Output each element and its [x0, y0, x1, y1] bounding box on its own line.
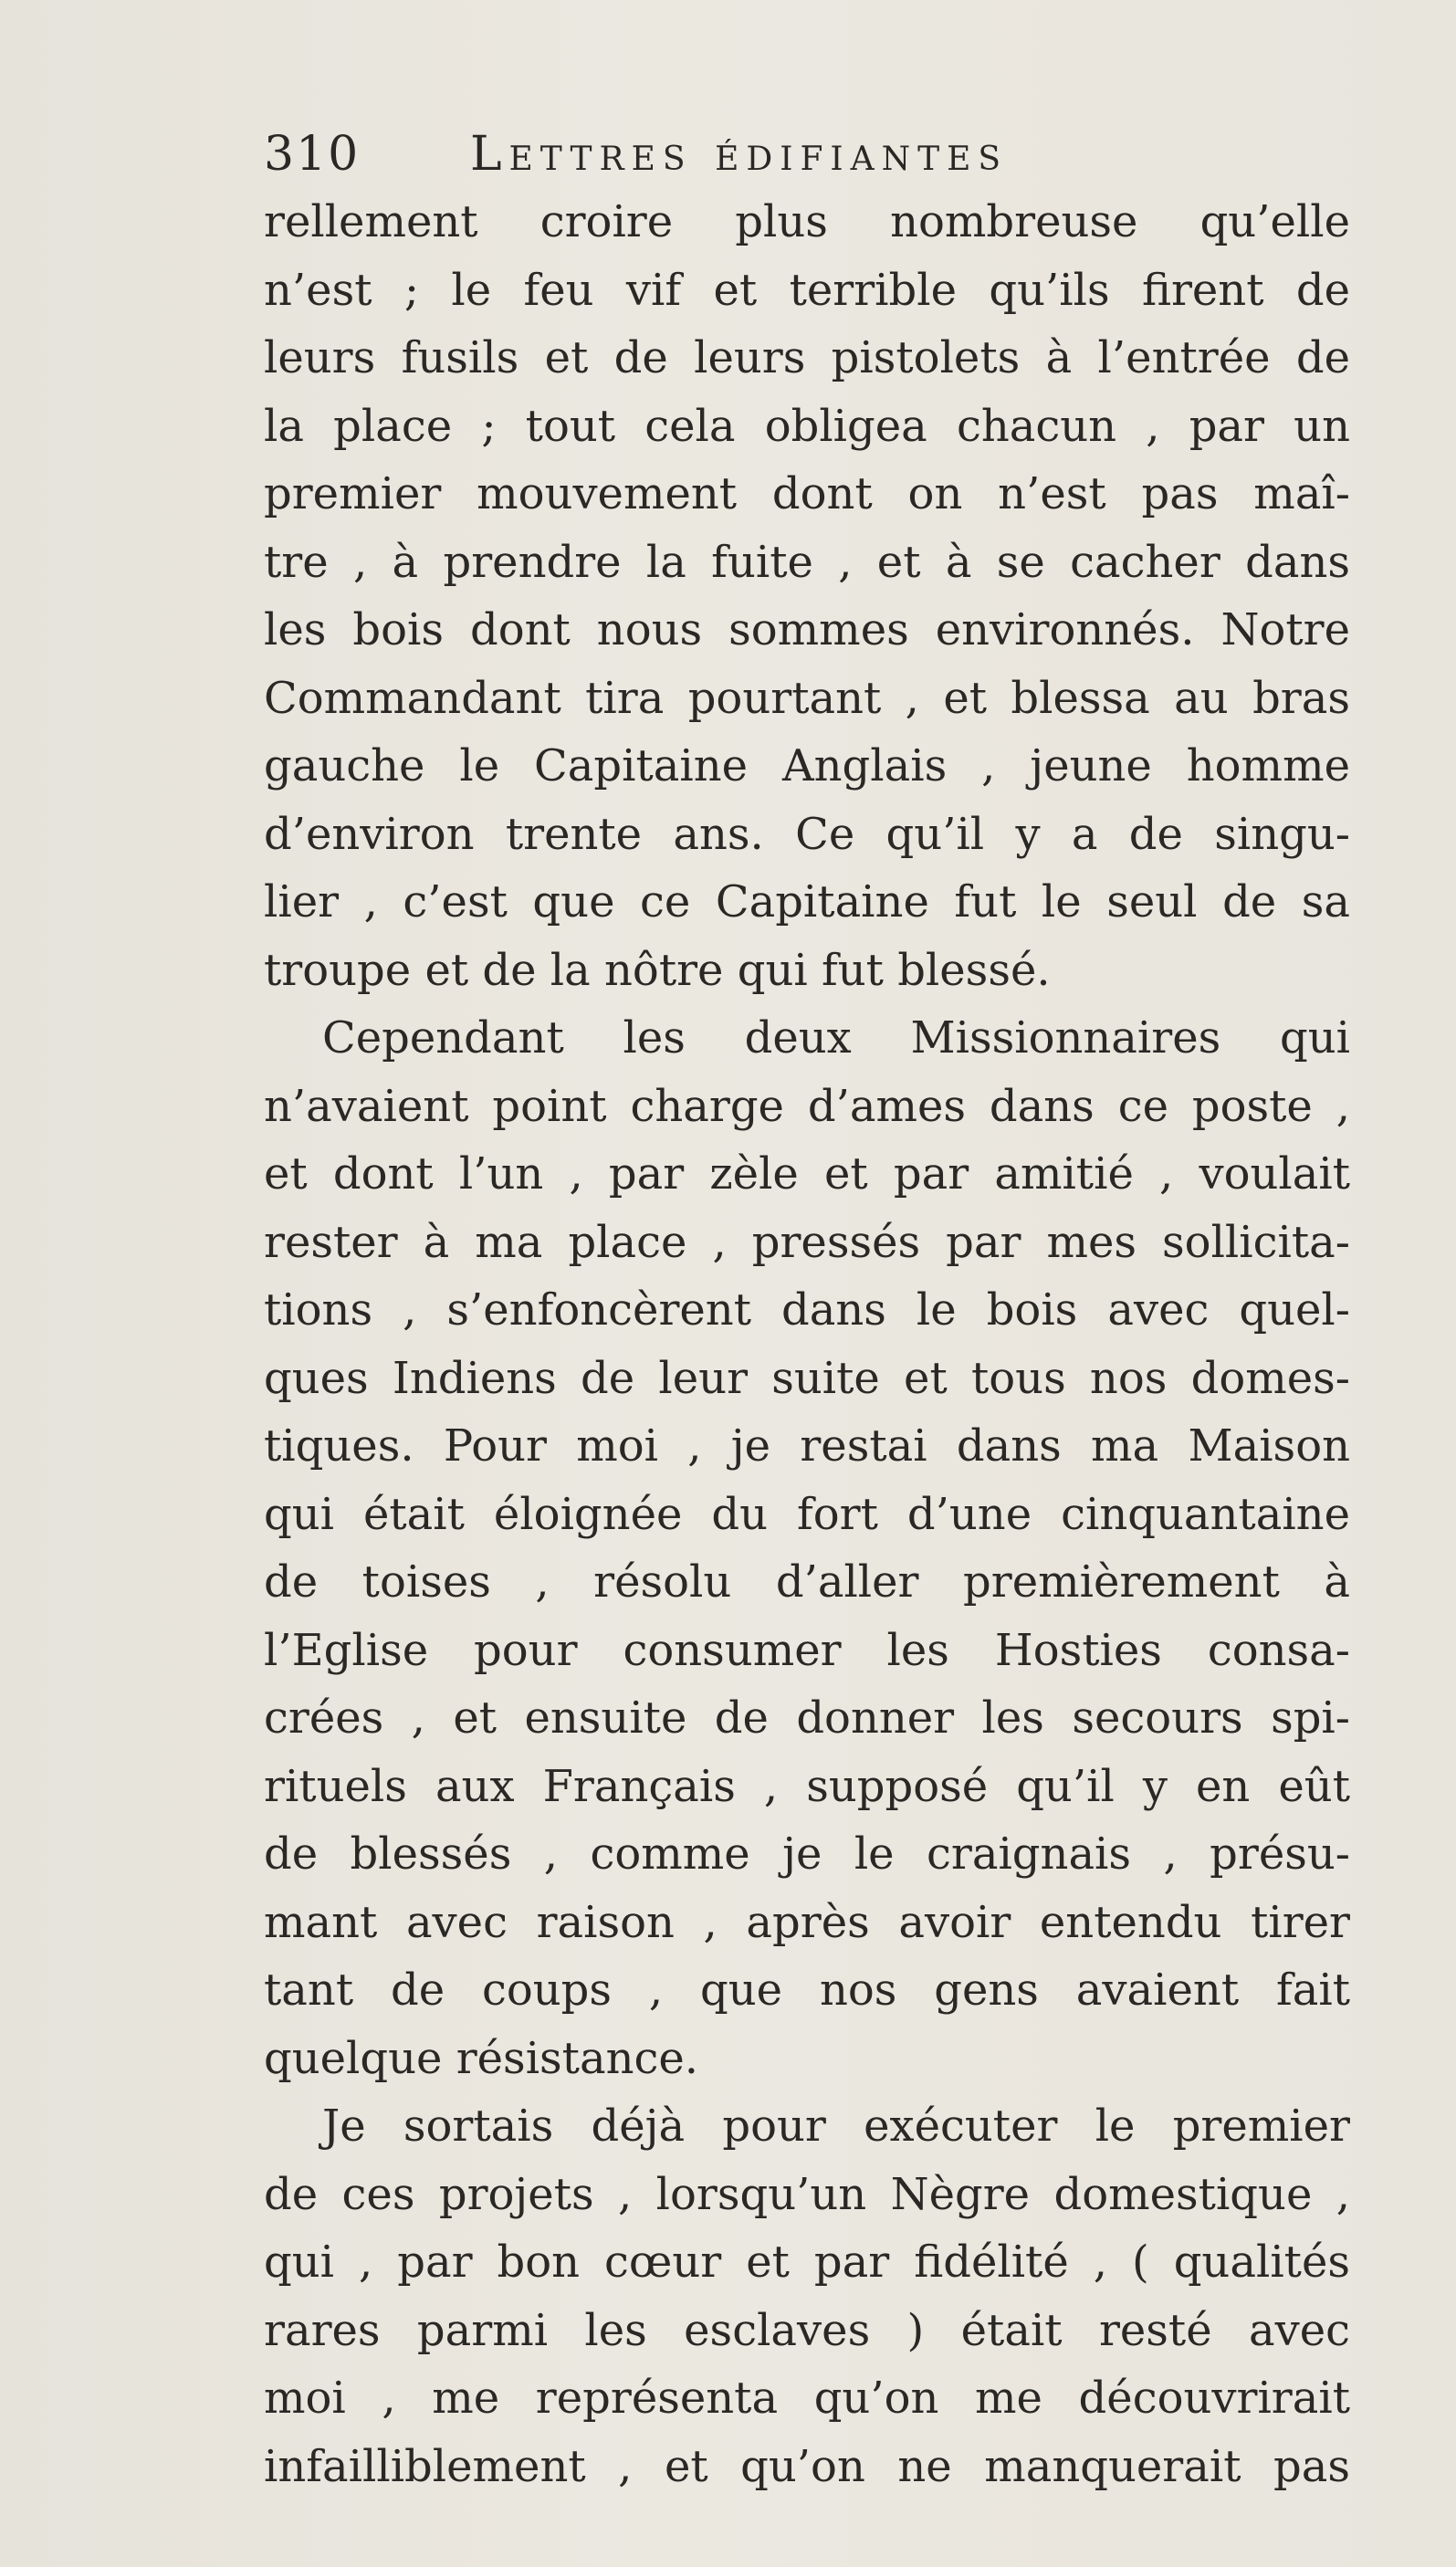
text-line: rellement croire plus nombreuse qu’elle — [264, 196, 1350, 247]
text-line: l’Eglise pour consumer les Hosties consa- — [264, 1624, 1350, 1676]
text-line: tiques. Pour moi , je restai dans ma Maison — [264, 1420, 1350, 1472]
text-line: la place ; tout cela obligea chacun , par un — [264, 400, 1350, 452]
text-line: les bois dont nous sommes environnés. Notre — [264, 604, 1350, 655]
text-line: leurs fusils et de leurs pistolets à l’entrée de — [264, 332, 1350, 383]
text-line: rares parmi les esclaves ) était resté avec — [264, 2304, 1350, 2356]
text-line: rituels aux Français , supposé qu’il y en eût — [264, 1760, 1350, 1812]
text-line: mant avec raison , après avoir entendu tirer — [264, 1896, 1350, 1948]
text-line: n’est ; le feu vif et terrible qu’ils firent de — [264, 264, 1350, 316]
text-line: de toises , résolu d’aller premièrement à — [264, 1556, 1350, 1608]
text-line: qui , par bon cœur et par fidélité , ( qualités — [264, 2237, 1350, 2288]
text-line: de ces projets , lorsqu’un Nègre domestique , — [264, 2168, 1350, 2220]
text-line: tant de coups , que nos gens avaient fait — [264, 1965, 1350, 2016]
text-line: troupe et de la nôtre qui fut blessé. — [264, 944, 1051, 996]
text-line: rester à ma place , pressés par mes sollicita- — [264, 1216, 1350, 1268]
text-line: crées , et ensuite de donner les secours spi- — [264, 1692, 1350, 1744]
text-line: moi , me représenta qu’on me découvrirait — [264, 2373, 1350, 2424]
text-line: ques Indiens de leur suite et tous nos domes- — [264, 1352, 1350, 1404]
text-line: tre , à prendre la fuite , et à se cacher dans — [264, 536, 1350, 588]
text-line: premier mouvement dont on n’est pas maî- — [264, 468, 1350, 519]
text-line: Commandant tira pourtant , et blessa au bras — [264, 672, 1350, 724]
page-header — [264, 120, 1359, 188]
text-line: d’environ trente ans. Ce qu’il y a de singu- — [264, 808, 1350, 860]
text-line: de blessés , comme je le craignais , présu- — [264, 1828, 1350, 1880]
text-line: qui était éloignée du fort d’une cinquantaine — [264, 1488, 1350, 1540]
paragraph-first-line: Cependant les deux Missionnaires qui — [322, 1012, 1350, 1063]
body-text — [264, 188, 1350, 2500]
text-line: infailliblement , et qu’on ne manquerait pas — [264, 2440, 1350, 2492]
text-line: tions , s’enfoncèrent dans le bois avec quel- — [264, 1284, 1350, 1336]
text-line: quelque résistance. — [264, 2032, 699, 2084]
text-line: lier , c’est que ce Capitaine fut le seul de sa — [264, 876, 1350, 927]
page-number: 310 — [264, 127, 361, 182]
text-line: gauche le Capitaine Anglais , jeune homme — [264, 740, 1350, 791]
paragraph-first-line: Je sortais déjà pour exécuter le premier — [322, 2101, 1350, 2152]
running-head: Lettres édifiantes — [470, 127, 1009, 182]
text-line: et dont l’un , par zèle et par amitié , voulait — [264, 1148, 1350, 1200]
text-line: n’avaient point charge d’ames dans ce poste , — [264, 1080, 1350, 1132]
